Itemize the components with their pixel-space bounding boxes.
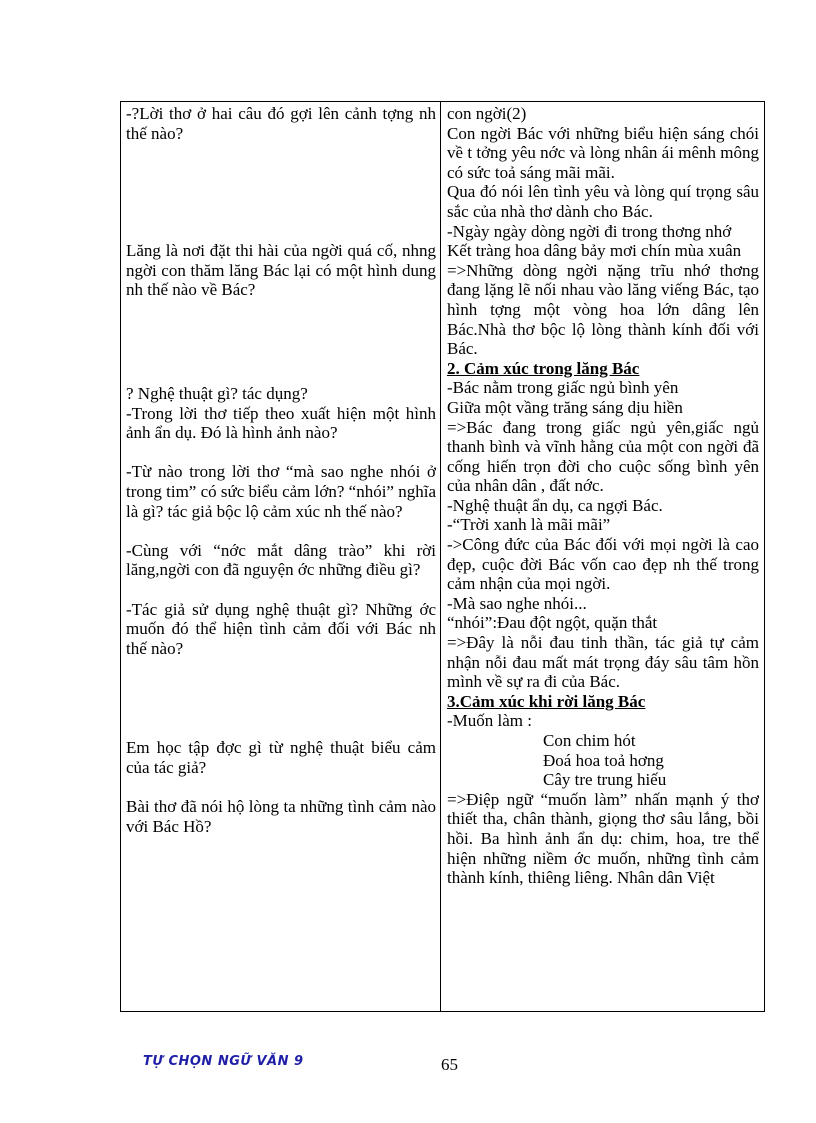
question-5: -Từ nào trong lời thơ “mà sao nghe nhói ở trong tim” có sức biểu cảm lớn? “nhói” nghĩa là gì? tác giả bộc lộ cảm xúc nh thế nào? bbox=[126, 462, 436, 521]
answer-line: Qua đó nói lên tình yêu và lòng quí trọng sâu sắc của nhà thơ dành cho Bác. bbox=[447, 182, 759, 221]
answer-line: =>Bác đang trong giấc ngủ yên,giấc ngủ thanh bình và vĩnh hằng của một con ngời đã cống hiến trọn đời cho cuộc sống bình yên của nhân dân , đất nớc. bbox=[447, 417, 759, 496]
answer-line: ->Công đức của Bác đối với mọi ngời là cao đẹp, cuộc đời Bác vốn cao đẹp nh thế trong cảm nhận của mọi ngời. bbox=[447, 535, 759, 594]
section-heading: 2. Cảm xúc trong lăng Bác bbox=[447, 358, 640, 378]
answers-column bbox=[447, 104, 759, 1009]
answer-line: -Nghệ thuật ẩn dụ, ca ngợi Bác. bbox=[447, 495, 663, 515]
answer-line: -“Trời xanh là mãi mãi” bbox=[447, 515, 611, 535]
page-number: 65 bbox=[441, 1055, 458, 1074]
answer-line: con ngời(2) bbox=[447, 104, 527, 123]
footer-title: TỰ CHỌN NGỮ VĂN 9 bbox=[143, 1054, 304, 1069]
answer-line: =>Điệp ngữ “muốn làm” nhấn mạnh ý thơ thiết tha, chân thành, giọng thơ sâu lắng, bồi hồi. Ba hình ảnh ẩn dụ: chim, hoa, tre thể hiện những niềm ớc muốn, những tình cảm thành kính, thiêng liêng. Nhân dân Việt bbox=[447, 789, 759, 888]
question-4: -Trong lời thơ tiếp theo xuất hiện một hình ảnh ẩn dụ. Đó là hình ảnh nào? bbox=[126, 403, 436, 443]
answer-line: Con ngời Bác với những biểu hiện sáng chói về t tởng yêu nớc và lòng nhân ái mênh mông có sức toả sáng mãi mãi. bbox=[447, 123, 759, 182]
answer-line: Giữa một vầng trăng sáng dịu hiền bbox=[447, 397, 683, 417]
answer-line: -Mà sao nghe nhói... bbox=[447, 593, 587, 613]
answer-line: Kết tràng hoa dâng bảy mơi chín mùa xuân bbox=[447, 241, 742, 261]
answer-line: -Bác nằm trong giấc ngủ bình yên bbox=[447, 378, 679, 398]
answer-line: -Ngày ngày dòng ngời đi trong thơng nhớ bbox=[447, 221, 732, 241]
questions-column bbox=[126, 104, 436, 1009]
section-heading: 3.Cảm xúc khi rời lăng Bác bbox=[447, 691, 646, 711]
poem-line: Cây tre trung hiếu bbox=[543, 770, 667, 790]
question-7: -Tác giả sử dụng nghệ thuật gì? Những ớc muốn đó thể hiện tình cảm đối với Bác nh thế nào? bbox=[126, 599, 436, 658]
answer-line: =>Những dòng ngời nặng trĩu nhớ thơng đang lặng lẽ nối nhau vào lăng viếng Bác, tạo hình tợng một vòng hoa lớn dâng lên Bác.Nhà thơ bộc lộ lòng thành kính đối với Bác. bbox=[447, 260, 759, 359]
question-2: Lăng là nơi đặt thi hài của ngời quá cố, nhng ngời con thăm lăng Bác lại có một hình dung nh thế nào về Bác? bbox=[126, 241, 436, 300]
question-9: Bài thơ đã nói hộ lòng ta những tình cảm nào với Bác Hồ? bbox=[126, 797, 436, 836]
poem-line: Con chim hót bbox=[543, 731, 636, 750]
answer-line: -Muốn làm : bbox=[447, 711, 532, 731]
column-divider bbox=[440, 101, 441, 1012]
question-3: ? Nghệ thuật gì? tác dụng? bbox=[126, 383, 308, 403]
question-8: Em học tập đợc gì từ nghệ thuật biểu cảm của tác giả? bbox=[126, 738, 436, 777]
answer-line: =>Đây là nỗi đau tinh thần, tác giả tự cảm nhận nỗi đau mất mát trọng đáy sâu tâm hồn mình về sự ra đi của Bác. bbox=[447, 633, 759, 692]
poem-line: Đoá hoa toả hơng bbox=[543, 750, 664, 770]
answer-line: “nhói”:Đau đột ngột, quặn thắt bbox=[447, 613, 658, 633]
question-6: -Cùng với “nớc mắt dâng trào” khi rời lăng,ngời con đã nguyện ớc những điều gì? bbox=[126, 540, 436, 580]
question-1: -?Lời thơ ở hai câu đó gợi lên cảnh tợng nh thế nào? bbox=[126, 104, 436, 143]
